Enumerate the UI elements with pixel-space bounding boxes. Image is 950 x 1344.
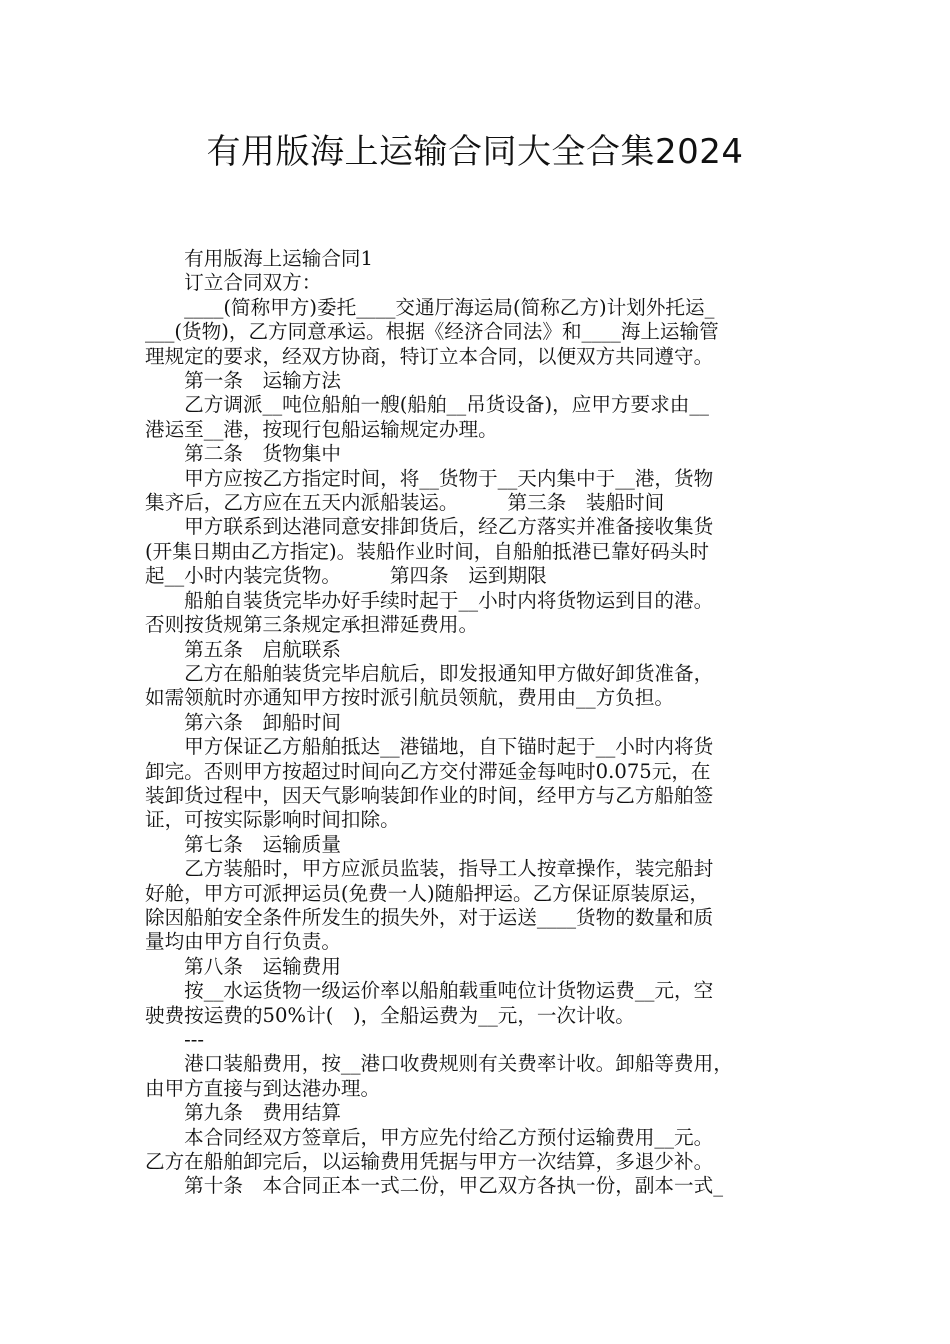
text-line: 第六条 卸船时间 bbox=[145, 710, 341, 734]
text-line: 甲方联系到达港同意安排卸货后，经乙方落实并准备接收集货 bbox=[145, 515, 714, 539]
text-line: 除因船舶安全条件所发生的损失外，对于运送____货物的数量和质 bbox=[145, 905, 714, 929]
text-line: 起__小时内装完货物。 第四条 运到期限 bbox=[145, 564, 547, 588]
text-line: --- bbox=[145, 1028, 205, 1051]
text-line: 乙方装船时，甲方应派员监装，指导工人按章操作，装完船封 bbox=[145, 857, 714, 881]
text-line: 驶费按运费的50%计( )，全船运费为__元，一次计收。 bbox=[145, 1003, 635, 1027]
text-line: 由甲方直接与到达港办理。 bbox=[145, 1076, 381, 1100]
text-line: 证，可按实际影响时间扣除。 bbox=[145, 808, 400, 832]
text-line: 乙方调派__吨位船舶一艘(船舶__吊货设备)，应甲方要求由__ bbox=[145, 393, 709, 417]
text-line: 乙方在船舶卸完后，以运输费用凭据与甲方一次结算，多退少补。 bbox=[145, 1150, 714, 1174]
text-line: 否则按货规第三条规定承担滞延费用。 bbox=[145, 613, 479, 637]
text-line: 量均由甲方自行负责。 bbox=[145, 930, 341, 954]
text-line: 港运至__港，按现行包船运输规定办理。 bbox=[145, 417, 498, 441]
text-line: 按__水运货物一级运价率以船舶载重吨位计货物运费__元，空 bbox=[145, 979, 714, 1003]
text-line: (开集日期由乙方指定)。装船作业时间，自船舶抵港已靠好码头时 bbox=[145, 539, 709, 563]
text-line: 卸完。否则甲方按超过时间向乙方交付滞延金每吨时0.075元，在 bbox=[145, 759, 711, 783]
text-line: 集齐后，乙方应在五天内派船装运。 第三条 装船时间 bbox=[145, 491, 665, 515]
document-body bbox=[145, 247, 813, 1199]
text-line: 如需领航时亦通知甲方按时派引航员领航，费用由__方负担。 bbox=[145, 686, 675, 710]
text-line: ___(货物)，乙方同意承运。根据《经济合同法》和____海上运输管 bbox=[145, 320, 719, 344]
text-line: 装卸货过程中，因天气影响装卸作业的时间，经甲方与乙方船舶签 bbox=[145, 783, 714, 807]
text-line: 好舱，甲方可派押运员(免费一人)随船押运。乙方保证原装原运， bbox=[145, 881, 709, 905]
text-line: 港口装船费用，按__港口收费规则有关费率计收。卸船等费用， bbox=[145, 1052, 733, 1076]
text-line: 第二条 货物集中 bbox=[145, 442, 341, 466]
text-line: 理规定的要求，经双方协商，特订立本合同，以便双方共同遵守。 bbox=[145, 344, 714, 368]
text-line: 有用版海上运输合同1 bbox=[145, 247, 373, 270]
text-line: 甲方应按乙方指定时间，将__货物于__天内集中于__港，货物 bbox=[145, 466, 714, 490]
text-line: 第十条 本合同正本一式二份，甲乙双方各执一份，副本一式_ bbox=[145, 1174, 724, 1198]
text-line: 第八条 运输费用 bbox=[145, 954, 341, 978]
text-line: 本合同经双方签章后，甲方应先付给乙方预付运输费用__元。 bbox=[145, 1125, 714, 1149]
text-line: 订立合同双方： bbox=[145, 271, 322, 295]
text-line: 乙方在船舶装货完毕启航后，即发报通知甲方做好卸货准备， bbox=[145, 661, 714, 685]
text-line: 第五条 启航联系 bbox=[145, 637, 341, 661]
text-line: 船舶自装货完毕办好手续时起于__小时内将货物运到目的港。 bbox=[145, 588, 714, 612]
document-title: 有用版海上运输合同大全合集2024 bbox=[206, 132, 744, 172]
text-line: 第一条 运输方法 bbox=[145, 369, 341, 393]
text-line: 甲方保证乙方船舶抵达__港锚地，自下锚时起于__小时内将货 bbox=[145, 735, 714, 759]
text-line: 第七条 运输质量 bbox=[145, 832, 341, 856]
text-line: 第九条 费用结算 bbox=[145, 1101, 341, 1125]
text-line: ____(简称甲方)委托____交通厅海运局(简称乙方)计划外托运_ bbox=[145, 295, 715, 319]
